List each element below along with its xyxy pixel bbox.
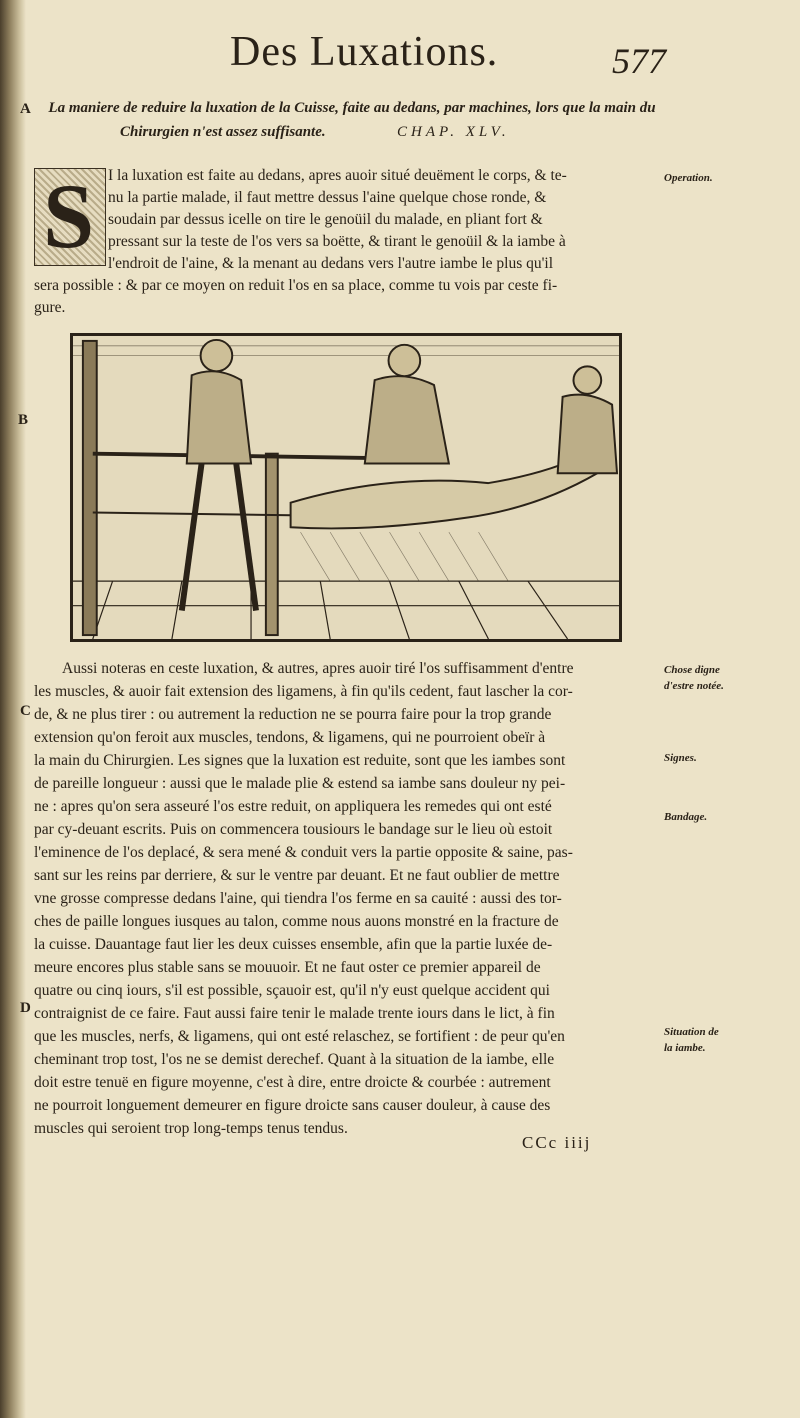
text-line: cheminant trop tost, l'os ne se demist derechef. Quant à la situation de la iambe, elle	[34, 1051, 555, 1068]
margin-note-operation: Operation.	[664, 172, 713, 184]
text-line: ne : apres qu'on sera asseuré l'os estre reduit, on appliquera les remedes qui ont esté	[34, 798, 552, 815]
woodcut-drawing	[73, 336, 619, 639]
chapter-title: La maniere de reduire la luxation de la Cuisse, faite au dedans, par machines, lors que la main du	[48, 100, 656, 116]
text-line: ches de paille longues iusques au talon, comme nous auons monstré en la fracture de	[34, 913, 559, 930]
text-line: pressant sur la teste de l'os vers sa boëtte, & tirant le genoüil & la iambe à	[108, 233, 566, 250]
margin-marker-a: A	[20, 101, 31, 117]
margin-note-chose-digne: Chose digne	[664, 664, 720, 676]
text-line: doit estre tenuë en figure moyenne, c'est à dire, entre droicte & courbée : autrement	[34, 1074, 551, 1091]
margin-note-situation: Situation de	[664, 1026, 719, 1038]
text-line: soudain par dessus icelle on tire le genoüil du malade, en pliant fort &	[108, 211, 543, 228]
text-line: sant sur les reins par derriere, & sur le ventre par deuant. Et ne faut oublier de mettre	[34, 867, 560, 884]
text-line: quatre ou cinq iours, s'il est possible, sçauoir est, qu'il n'y eust quelque accident qui	[34, 982, 550, 999]
text-line: nu la partie malade, il faut mettre dessus l'aine quelque chose ronde, &	[108, 189, 547, 206]
text-line: de pareille longueur : aussi que le malade plie & estend sa iambe sans douleur ny pei-	[34, 775, 566, 792]
text-line: l'endroit de l'aine, & la menant au dedans vers l'autre iambe le plus qu'il	[108, 255, 554, 272]
page-number: 577	[612, 41, 666, 81]
margin-marker-c: C	[20, 703, 31, 719]
margin-note-chose-digne-2: d'estre notée.	[664, 680, 724, 692]
text-line: sera possible : & par ce moyen on reduit l'os en sa place, comme tu vois par ceste fi-	[34, 277, 558, 294]
text-line: meure encores plus stable sans se mouuoir. Et ne faut oster ce premier appareil de	[34, 959, 541, 976]
text-line: la main du Chirurgien. Les signes que la luxation est reduite, sont que les iambes sont	[34, 752, 566, 769]
initial-letter: S	[43, 165, 95, 267]
margin-marker-d: D	[20, 1000, 31, 1016]
margin-note-signes: Signes.	[664, 752, 697, 764]
text-line: contraignist de ce faire. Faut aussi faire tenir le malade trente iours dans le lict, à fin	[34, 1005, 555, 1022]
text-line: ne pourroit longuement demeurer en figure droicte sans causer douleur, à cause des	[34, 1097, 551, 1114]
text-line: vne grosse compresse dedans l'aine, qui tiendra l'os ferme en sa cauité : aussi des tor-	[34, 890, 562, 907]
text-line: les muscles, & auoir fait extension des ligamens, à fin qu'ils cedent, faut lascher la cor-	[34, 683, 573, 700]
text-line: que les muscles, nerfs, & ligamens, qui ont esté relaschez, se fortifient : de peur qu'en	[34, 1028, 565, 1045]
margin-note-situation-2: la iambe.	[664, 1042, 706, 1054]
text-line: par cy-deuant escrits. Puis on commencera tousiours le bandage sur le lieu où estoit	[34, 821, 553, 838]
woodcut-illustration	[70, 333, 622, 642]
margin-marker-b: B	[18, 412, 29, 428]
text-line: extension qu'on feroit aux muscles, tendons, & ligamens, qui ne pourroient obeïr à	[34, 729, 546, 746]
text-line: I la luxation est faite au dedans, apres auoir situé deuëment le corps, & te-	[108, 167, 567, 184]
text-line: l'eminence de l'os deplacé, & sera mené & conduit vers la partie opposite & saine, pas-	[34, 844, 573, 861]
text-line: de, & ne plus tirer : ou autrement la reduction ne se pourra faire pour la trop grande	[34, 706, 552, 723]
text-line: Aussi noteras en ceste luxation, & autres, apres auoir tiré l'os suffisamment d'entre	[62, 660, 574, 677]
text-line: gure.	[34, 299, 66, 316]
signature-mark: CCc iiij	[522, 1133, 592, 1152]
text-line: la cuisse. Dauantage faut lier les deux cuisses ensemble, afin que la partie luxée de-	[34, 936, 553, 953]
chapter-number: CHAP. XLV.	[397, 124, 510, 140]
decorated-initial	[34, 165, 106, 267]
chapter-subtitle: Chirurgien n'est assez suffisante.	[120, 124, 326, 140]
text-line: muscles qui seroient trop long-temps tenus tendus.	[34, 1120, 348, 1137]
margin-note-bandage: Bandage.	[664, 811, 708, 823]
running-header-title: Des Luxations.	[230, 29, 499, 75]
